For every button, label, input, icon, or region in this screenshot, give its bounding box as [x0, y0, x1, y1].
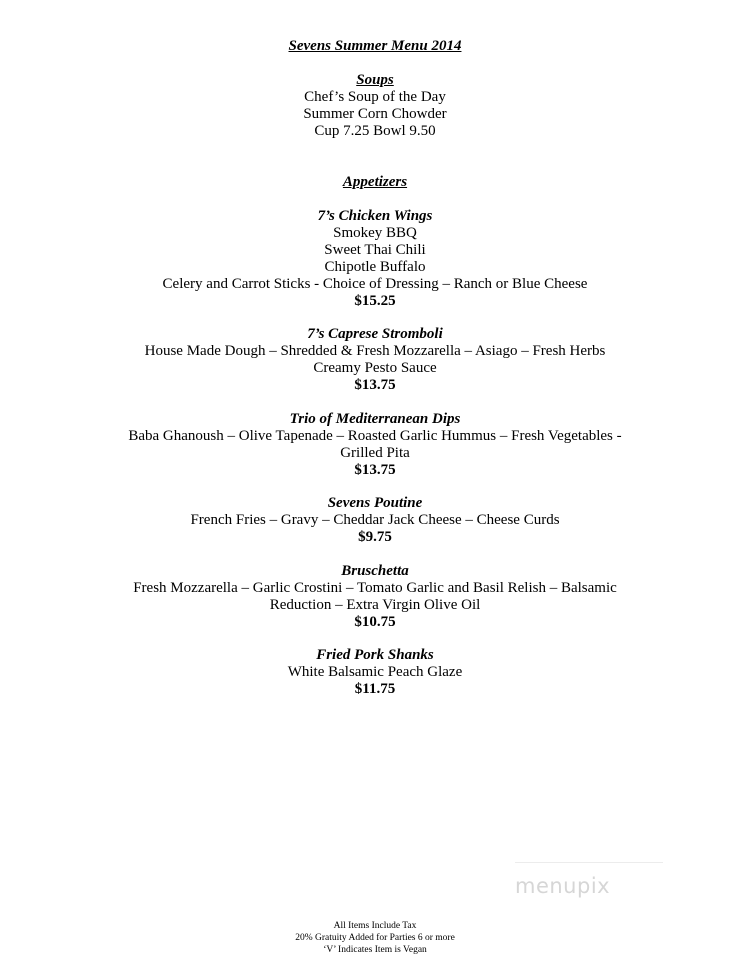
item-description-line: Baba Ghanoush – Olive Tapenade – Roasted Garlic Hummus – Fresh Vegetables -	[128, 428, 622, 444]
item-price: $9.75	[358, 529, 392, 545]
item-description-line: Fresh Mozzarella – Garlic Crostini – Tomato Garlic and Basil Relish – Balsamic	[133, 580, 617, 596]
item-price: $10.75	[354, 614, 396, 630]
item-description-line: White Balsamic Peach Glaze	[287, 664, 463, 680]
item-name: Trio of Mediterranean Dips	[289, 411, 461, 427]
menupix-watermark: menupix	[515, 874, 611, 898]
item-price: $13.75	[354, 462, 396, 478]
menu-item	[0, 495, 750, 546]
item-description-line: Creamy Pesto Sauce	[313, 360, 437, 376]
soups-section	[0, 72, 750, 140]
item-description-line: Celery and Carrot Sticks - Choice of Dressing – Ranch or Blue Cheese	[162, 276, 588, 292]
item-description-line: Chipotle Buffalo	[324, 259, 426, 275]
watermark-rule	[515, 862, 663, 863]
menu-title: Sevens Summer Menu 2014	[288, 38, 462, 54]
item-description-line: Sweet Thai Chili	[324, 242, 426, 258]
item-description-line: Grilled Pita	[340, 445, 410, 461]
soup-line: Chef’s Soup of the Day	[304, 89, 446, 105]
item-price: $13.75	[354, 377, 396, 393]
footer-line: ‘V’ Indicates Item is Vegan	[323, 945, 427, 955]
menu-item	[0, 411, 750, 479]
soup-line: Summer Corn Chowder	[303, 106, 447, 122]
menu-item	[0, 326, 750, 394]
menu-item	[0, 563, 750, 631]
menu-footer	[0, 920, 750, 956]
menu-item	[0, 208, 750, 310]
item-name: Sevens Poutine	[327, 495, 423, 511]
appetizers-heading: Appetizers	[342, 174, 408, 190]
footer-line: All Items Include Tax	[333, 921, 417, 931]
item-price: $15.25	[354, 293, 396, 309]
menu-item	[0, 647, 750, 698]
soup-line: Cup 7.25 Bowl 9.50	[314, 123, 436, 139]
soups-heading: Soups	[356, 72, 394, 88]
appetizers-section	[0, 174, 750, 191]
item-name: Bruschetta	[341, 563, 409, 579]
item-name: 7’s Chicken Wings	[317, 208, 433, 224]
item-price: $11.75	[354, 681, 396, 697]
item-description-line: French Fries – Gravy – Cheddar Jack Cheese – Cheese Curds	[190, 512, 560, 528]
item-description-line: Smokey BBQ	[333, 225, 417, 241]
item-description-line: Reduction – Extra Virgin Olive Oil	[269, 597, 481, 613]
item-name: 7’s Caprese Stromboli	[307, 326, 443, 342]
item-name: Fried Pork Shanks	[316, 647, 434, 663]
footer-line: 20% Gratuity Added for Parties 6 or more	[295, 933, 455, 943]
item-description-line: House Made Dough – Shredded & Fresh Mozzarella – Asiago – Fresh Herbs	[144, 343, 606, 359]
